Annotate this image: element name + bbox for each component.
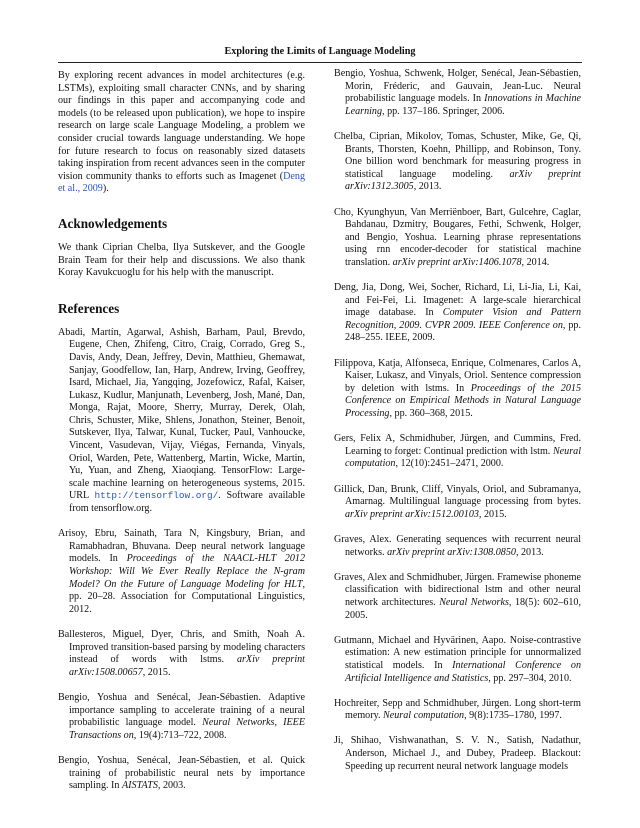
reference-venue: arXiv preprint arXiv:1308.0850	[387, 546, 516, 558]
reference-venue: International Conference on Artificial Intelligence and Statistics	[345, 659, 581, 684]
reference-item	[334, 68, 581, 118]
reference-item	[58, 629, 305, 679]
reference-rest: , 12(10):2451–2471, 2000.	[395, 458, 504, 470]
reference-rest: , 2014.	[521, 256, 550, 268]
running-header: Exploring the Limits of Language Modeling	[224, 46, 416, 57]
references-heading: References	[58, 300, 120, 316]
reference-rest: , 19(4):713–722, 2008.	[133, 729, 227, 741]
reference-authors: Filippova, Katja, Alfonseca, Enrique, Colmenares, Carlos A, Kaiser, Lukasz, and Vinyals, Oriol. Sentence compression by deletion with lstms. In	[334, 357, 581, 394]
reference-authors: Chelba, Ciprian, Mikolov, Tomas, Schuster, Mike, Ge, Qi, Brants, Thorsten, Koehn, Phillipp, and Robinson, Tony. One billion word benchmark for measuring progress in statistical language modeling.	[334, 130, 581, 180]
reference-rest: , 2015.	[478, 508, 507, 520]
right-column	[334, 68, 581, 773]
reference-venue: arXiv preprint arXiv:1406.1078	[392, 256, 522, 268]
reference-item	[58, 327, 305, 516]
citation-link[interactable]: Deng et al., 2009	[58, 170, 305, 195]
reference-item	[334, 735, 581, 773]
reference-rest: , 2015.	[142, 666, 171, 678]
reference-venue: arXiv preprint arXiv:1512.00103	[345, 508, 479, 520]
reference-item	[334, 534, 581, 559]
reference-item	[334, 358, 581, 421]
reference-venue: Neural Networks	[439, 596, 509, 608]
reference-rest: . Software available from tensorflow.org.	[69, 490, 305, 515]
reference-rest: , pp. 297–304, 2010.	[488, 672, 572, 684]
reference-item	[334, 572, 581, 622]
reference-rest: , 9(8):1735–1780, 1997.	[464, 710, 562, 722]
reference-authors: Gutmann, Michael and Hyvärinen, Aapo. Noise-contrastive estimation: A new estimation principle for unnormalized statistical models. In	[334, 634, 581, 671]
reference-rest: , 18(5): 602–610, 2005.	[345, 596, 581, 621]
reference-list-left	[58, 327, 305, 793]
reference-authors: Ballesteros, Miguel, Dyer, Chris, and Smith, Noah A. Improved transition-based parsing by modeling characters instead of words with lstms.	[58, 628, 305, 666]
reference-rest: , 2013.	[515, 546, 544, 558]
reference-rest: , pp. 360–368, 2015.	[389, 408, 473, 420]
reference-authors: Graves, Alex. Generating sequences with recurrent neural networks.	[334, 533, 581, 558]
reference-venue: Neural computation	[345, 445, 581, 470]
reference-authors: Arisoy, Ebru, Sainath, Tara N, Kingsbury, Brian, and Ramabhadran, Bhuvana. Deep neural network language models. In	[58, 528, 305, 565]
conclusion-text: By exploring recent advances in model architectures (e.g. LSTMs), exploiting small character CNNs, and by sharing our findings in this paper and accompanying code and models (to be released upon publication), we hope to inspire research on large scale Language Modeling, a problem we consider crucial towards language understanding. We hope for future research to focus on reasonably sized datasets taking inspiration from recent advances seen in the computer vision community thanks to efforts such as Imagenet (	[58, 70, 305, 182]
reference-item	[334, 131, 581, 194]
reference-authors: Hochreiter, Sepp and Schmidhuber, Jürgen. Long short-term memory.	[334, 697, 581, 722]
reference-venue: Innovations in Machine Learning	[345, 93, 581, 117]
reference-rest: , pp. 137–186. Springer, 2006.	[382, 105, 505, 117]
reference-item	[334, 635, 581, 685]
reference-authors: Abadi, Martín, Agarwal, Ashish, Barham, Paul, Brevdo, Eugene, Chen, Zhifeng, Citro, Craig, Corrado, Greg S., Davis, Andy, Dean, Jeffrey, Devin, Matthieu, Ghemawat, Sanjay, Goodfellow, Ian, Harp, Andrew, Irving, Geoffrey, Isard, Michael, Jia, Yangqing, Jozefowicz, Rafal, Kaiser, Lukasz, Kudlur, Manjunath, Levenberg, Josh, Mané, Dan, Monga, Rajat, Moore, Sherry, Murray, Derek, Olah, Chris, Schuster, Mike, Shlens, Jonathon, Steiner, Benoit, Sutskever, Ilya, Talwar, Kunal, Tucker, Paul, Vanhoucke, Vincent, Vasudevan, Vijay, Viégas, Fernanda, Vinyals, Oriol, Warden, Pete, Wattenberg, Martin, Wicke, Martin, Yu, Yuan, and Zheng, Xiaoqiang. TensorFlow: Large-scale machine learning on heterogeneous systems, 2015. URL	[58, 326, 305, 502]
header-rule	[58, 62, 582, 63]
reference-item	[58, 692, 305, 742]
left-column	[58, 68, 305, 793]
reference-url[interactable]: http://tensorflow.org/	[94, 490, 219, 502]
reference-rest: , 2013.	[413, 181, 442, 193]
acknowledgements-text: We thank Ciprian Chelba, Ilya Sutskever, and the Google Brain Team for their help and discussions. We also thank Koray Kavukcuoglu for his help with the manuscript.	[58, 241, 305, 279]
acknowledgements-heading: Acknowledgements	[58, 215, 168, 231]
reference-venue: arXiv preprint arXiv:1312.3005	[345, 168, 581, 193]
reference-venue: Neural Networks, IEEE Transactions on	[69, 717, 305, 741]
reference-authors: Bengio, Yoshua, Senécal, Jean-Sébastien, et al. Quick training of probabilistic neural nets by importance sampling. In	[58, 754, 305, 792]
reference-venue: AISTATS	[122, 780, 158, 792]
reference-authors: Cho, Kyunghyun, Van Merriënboer, Bart, Gulcehre, Caglar, Bahdanau, Dzmitry, Bougares, Fethi, Schwenk, Holger, and Bengio, Yoshua. Learning phrase representations using rnn encoder-decoder for statistical machine translation.	[334, 206, 581, 268]
reference-venue: arXiv preprint arXiv:1508.00657	[69, 654, 305, 678]
reference-authors: Bengio, Yoshua and Senécal, Jean-Sébastien. Adaptive importance sampling to accelerate training of a neural probabilistic language model.	[58, 691, 305, 729]
reference-item	[334, 698, 581, 723]
reference-rest: , pp. 20–28. Association for Computational Linguistics, 2012.	[69, 578, 305, 615]
reference-authors: Graves, Alex and Schmidhuber, Jürgen. Framewise phoneme classification with bidirectional lstm and other neural network architectures.	[334, 571, 581, 608]
reference-authors: Deng, Jia, Dong, Wei, Socher, Richard, Li, Li-Jia, Li, Kai, and Fei-Fei, Li. Imagenet: A large-scale hierarchical image database. In	[334, 282, 581, 319]
conclusion-end: ).	[102, 183, 109, 195]
reference-authors: Gillick, Dan, Brunk, Cliff, Vinyals, Oriol, and Subramanya, Amarnag. Multilingual language processing from bytes.	[334, 483, 581, 508]
reference-item	[58, 528, 305, 616]
reference-authors: Ji, Shihao, Vishwanathan, S. V. N., Satish, Nadathur, Anderson, Michael J., and Dubey, Pradeep. Blackout: Speeding up recurrent neural network language models	[334, 735, 581, 772]
conclusion-paragraph	[58, 70, 305, 196]
reference-venue: Neural computation	[383, 710, 465, 722]
reference-list-right	[334, 68, 581, 773]
reference-venue: Proceedings of the NAACL-HLT 2012 Workshop: Will We Ever Really Replace the N-gram Model? On the Future of Language Modeling for HLT	[69, 553, 305, 590]
reference-authors: Gers, Felix A, Schmidhuber, Jürgen, and Cummins, Fred. Learning to forget: Continual prediction with lstm.	[334, 433, 581, 457]
reference-item	[334, 282, 581, 345]
reference-item	[334, 484, 581, 522]
reference-venue: Proceedings of the 2015 Conference on Empirical Methods in Natural Language Processing	[345, 382, 581, 420]
reference-item	[334, 207, 581, 270]
reference-item	[334, 433, 581, 471]
reference-rest: , pp. 248–255. IEEE, 2009.	[345, 319, 581, 344]
reference-authors: Bengio, Yoshua, Schwenk, Holger, Senécal, Jean-Sébastien, Morin, Fréderic, and Gauvain, Jean-Luc. Neural probabilistic language models. In	[334, 68, 581, 105]
reference-item	[58, 755, 305, 793]
reference-rest: , 2003.	[157, 780, 186, 792]
reference-venue: Computer Vision and Pattern Recognition, 2009. CVPR 2009. IEEE Conference on	[345, 307, 581, 331]
